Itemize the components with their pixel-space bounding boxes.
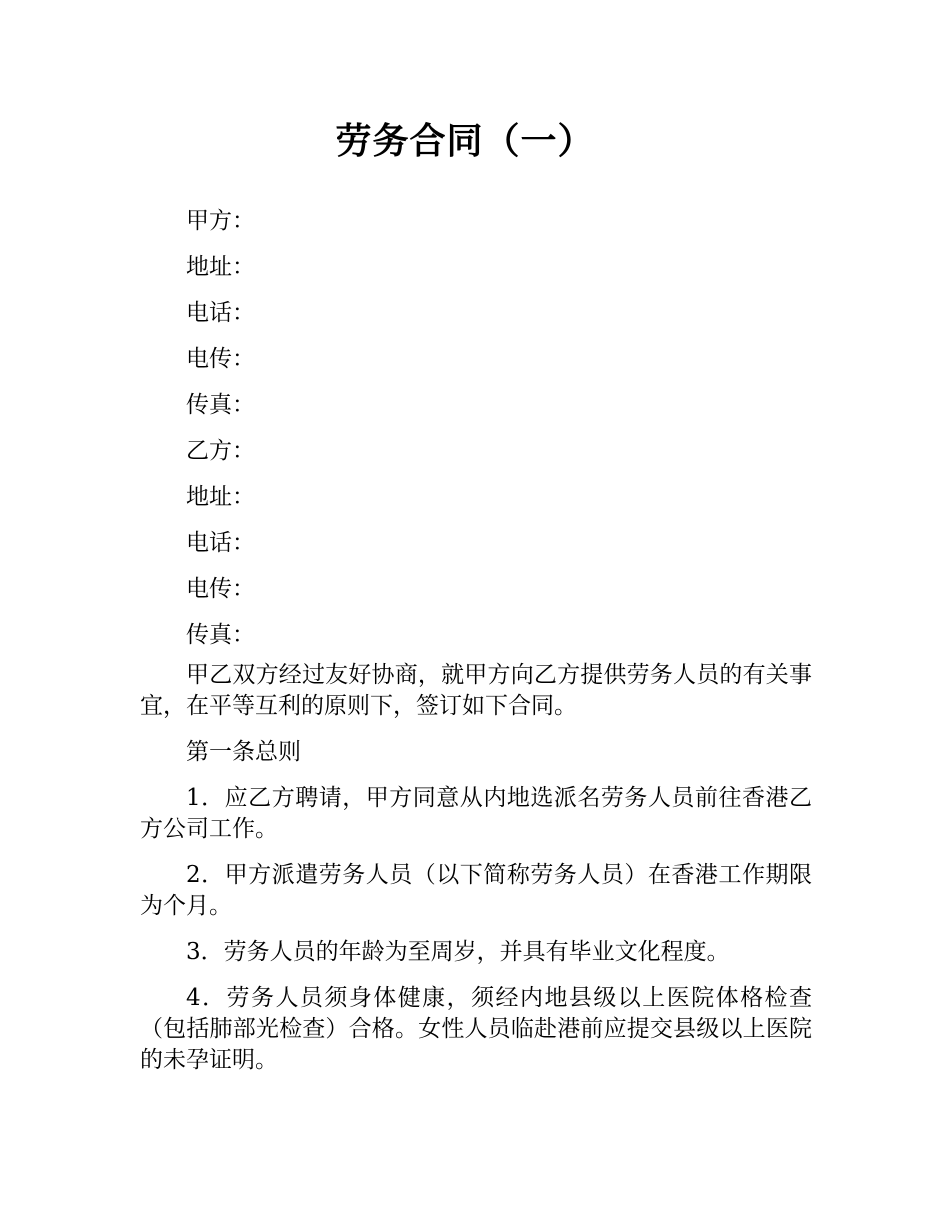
- clause-1: 1．应乙方聘请，甲方同意从内地选派名劳务人员前往香港乙方公司工作。: [140, 785, 812, 842]
- party-a-address-label: 地址：: [186, 254, 255, 280]
- party-a-phone-label: 电话：: [186, 300, 255, 326]
- party-b-telex-label: 电传：: [186, 576, 255, 602]
- clause-2: 2．甲方派遣劳务人员（以下简称劳务人员）在香港工作期限为个月。: [140, 862, 812, 919]
- party-a-fax-label: 传真：: [186, 392, 255, 418]
- party-a-name-label: 甲方：: [186, 208, 255, 234]
- party-b-phone-label: 电话：: [186, 530, 255, 556]
- party-a-telex-label: 电传：: [186, 346, 255, 372]
- party-b-name-label: 乙方：: [186, 438, 255, 464]
- document-title: 劳务合同（一）: [335, 121, 595, 162]
- intro-paragraph: 甲乙双方经过友好协商，就甲方向乙方提供劳务人员的有关事宜，在平等互利的原则下，签订如下合同。: [140, 662, 812, 719]
- clause-4: 4．劳务人员须身体健康，须经内地县级以上医院体格检查（包括肺部光检查）合格。女性人员临赴港前应提交县级以上医院的未孕证明。: [140, 985, 812, 1073]
- party-b-address-label: 地址：: [186, 484, 255, 510]
- party-a-block: [140, 198, 812, 428]
- article-1-heading: 第一条总则: [186, 739, 301, 765]
- clause-3: 3．劳务人员的年龄为至周岁，并具有毕业文化程度。: [186, 939, 730, 965]
- party-b-block: [140, 428, 812, 658]
- document-body: [140, 198, 812, 1091]
- party-b-fax-label: 传真：: [186, 622, 255, 648]
